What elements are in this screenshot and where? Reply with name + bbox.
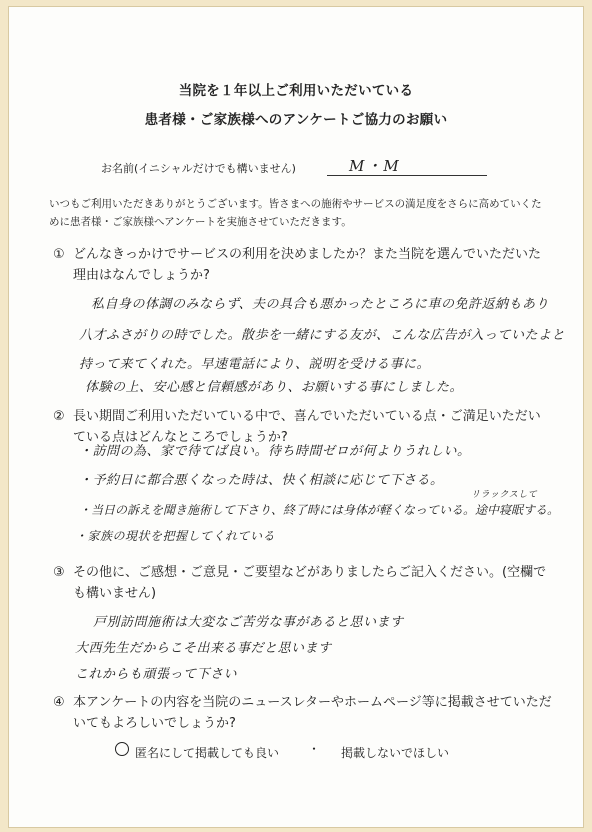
- question-number: ②: [53, 409, 65, 424]
- question-text: その他に、ご感想・ご意見・ご要望などがありましたらご記入ください。(空欄でも構いません): [73, 565, 547, 601]
- selected-option-mark: [115, 742, 129, 756]
- answer-2-note: リラックスして: [471, 490, 538, 500]
- survey-sheet: [8, 6, 584, 828]
- answer-3-line-1: 戸別訪問施術は大変なご苦労な事があると思います: [93, 615, 404, 630]
- answer-2-line-4: ・家族の現状を把握してくれている: [75, 529, 276, 543]
- answer-1-line-3: 持って来てくれた。早速電話により、説明を受ける事に。: [79, 357, 431, 372]
- answer-2-line-1: ・訪問の為、家で待てば良い。待ち時間ゼロが何よりうれしい。: [79, 444, 471, 459]
- title-line-1: 当院を１年以上ご利用いただいている: [178, 83, 414, 99]
- question-text: 長い期間ご利用いただいている中で、喜んでいただいている点・ご満足いただいている点はどんなところでしょうか?: [73, 409, 541, 445]
- option-anonymous[interactable]: 匿名にして掲載しても良い: [135, 746, 280, 760]
- question-1: [53, 244, 553, 286]
- title-line-2: 患者様・ご家族様へのアンケートご協力のお願い: [144, 112, 448, 128]
- answer-2-line-3: ・当日の訴えを聞き施術して下さり、終了時には身体が軽くなっている。途中寝眠する。: [79, 503, 560, 517]
- question-number: ①: [53, 247, 65, 262]
- question-number: ③: [53, 565, 65, 580]
- answer-3-line-2: 大西先生だからこそ出来る事だと思います: [75, 641, 332, 656]
- answer-2-line-2: ・予約日に都合悪くなった時は、快く相談に応じて下さる。: [79, 473, 444, 488]
- answer-1-line-4: 体験の上、安心感と信頼感があり、お願いする事にしました。: [85, 380, 464, 395]
- name-value: M・M: [349, 157, 401, 175]
- option-do-not-publish[interactable]: 掲載しないでほしい: [341, 746, 450, 760]
- answer-3-line-3: これからも頑張って下さい: [75, 667, 238, 682]
- name-underline: [327, 175, 487, 176]
- option-separator: ・: [308, 742, 321, 756]
- intro-text: いつもご利用いただきありがとうございます。皆さまへの施術やサービスの満足度をさらに高めていくために患者様・ご家族様へアンケートを実施させていただきます。: [49, 198, 542, 228]
- question-text: どんなきっかけでサービスの利用を決めましたか？また当院を選んでいただいた理由はなんでしょうか?: [73, 247, 542, 283]
- question-number: ④: [53, 695, 65, 710]
- question-4: [53, 692, 553, 734]
- answer-1-line-1: 私自身の体調のみならず、夫の具合も悪かったところに車の免許返納もあり: [91, 297, 549, 312]
- question-text: 本アンケートの内容を当院のニュースレターやホームページ等に掲載させていただいてもよろしいでしょうか?: [73, 695, 552, 731]
- question-3: [53, 562, 553, 604]
- answer-1-line-2: 八才ふさがりの時でした。散歩を一緒にする友が、こんな広告が入っていたよと: [79, 328, 566, 343]
- name-label: お名前(イニシャルだけでも構いません): [101, 162, 296, 175]
